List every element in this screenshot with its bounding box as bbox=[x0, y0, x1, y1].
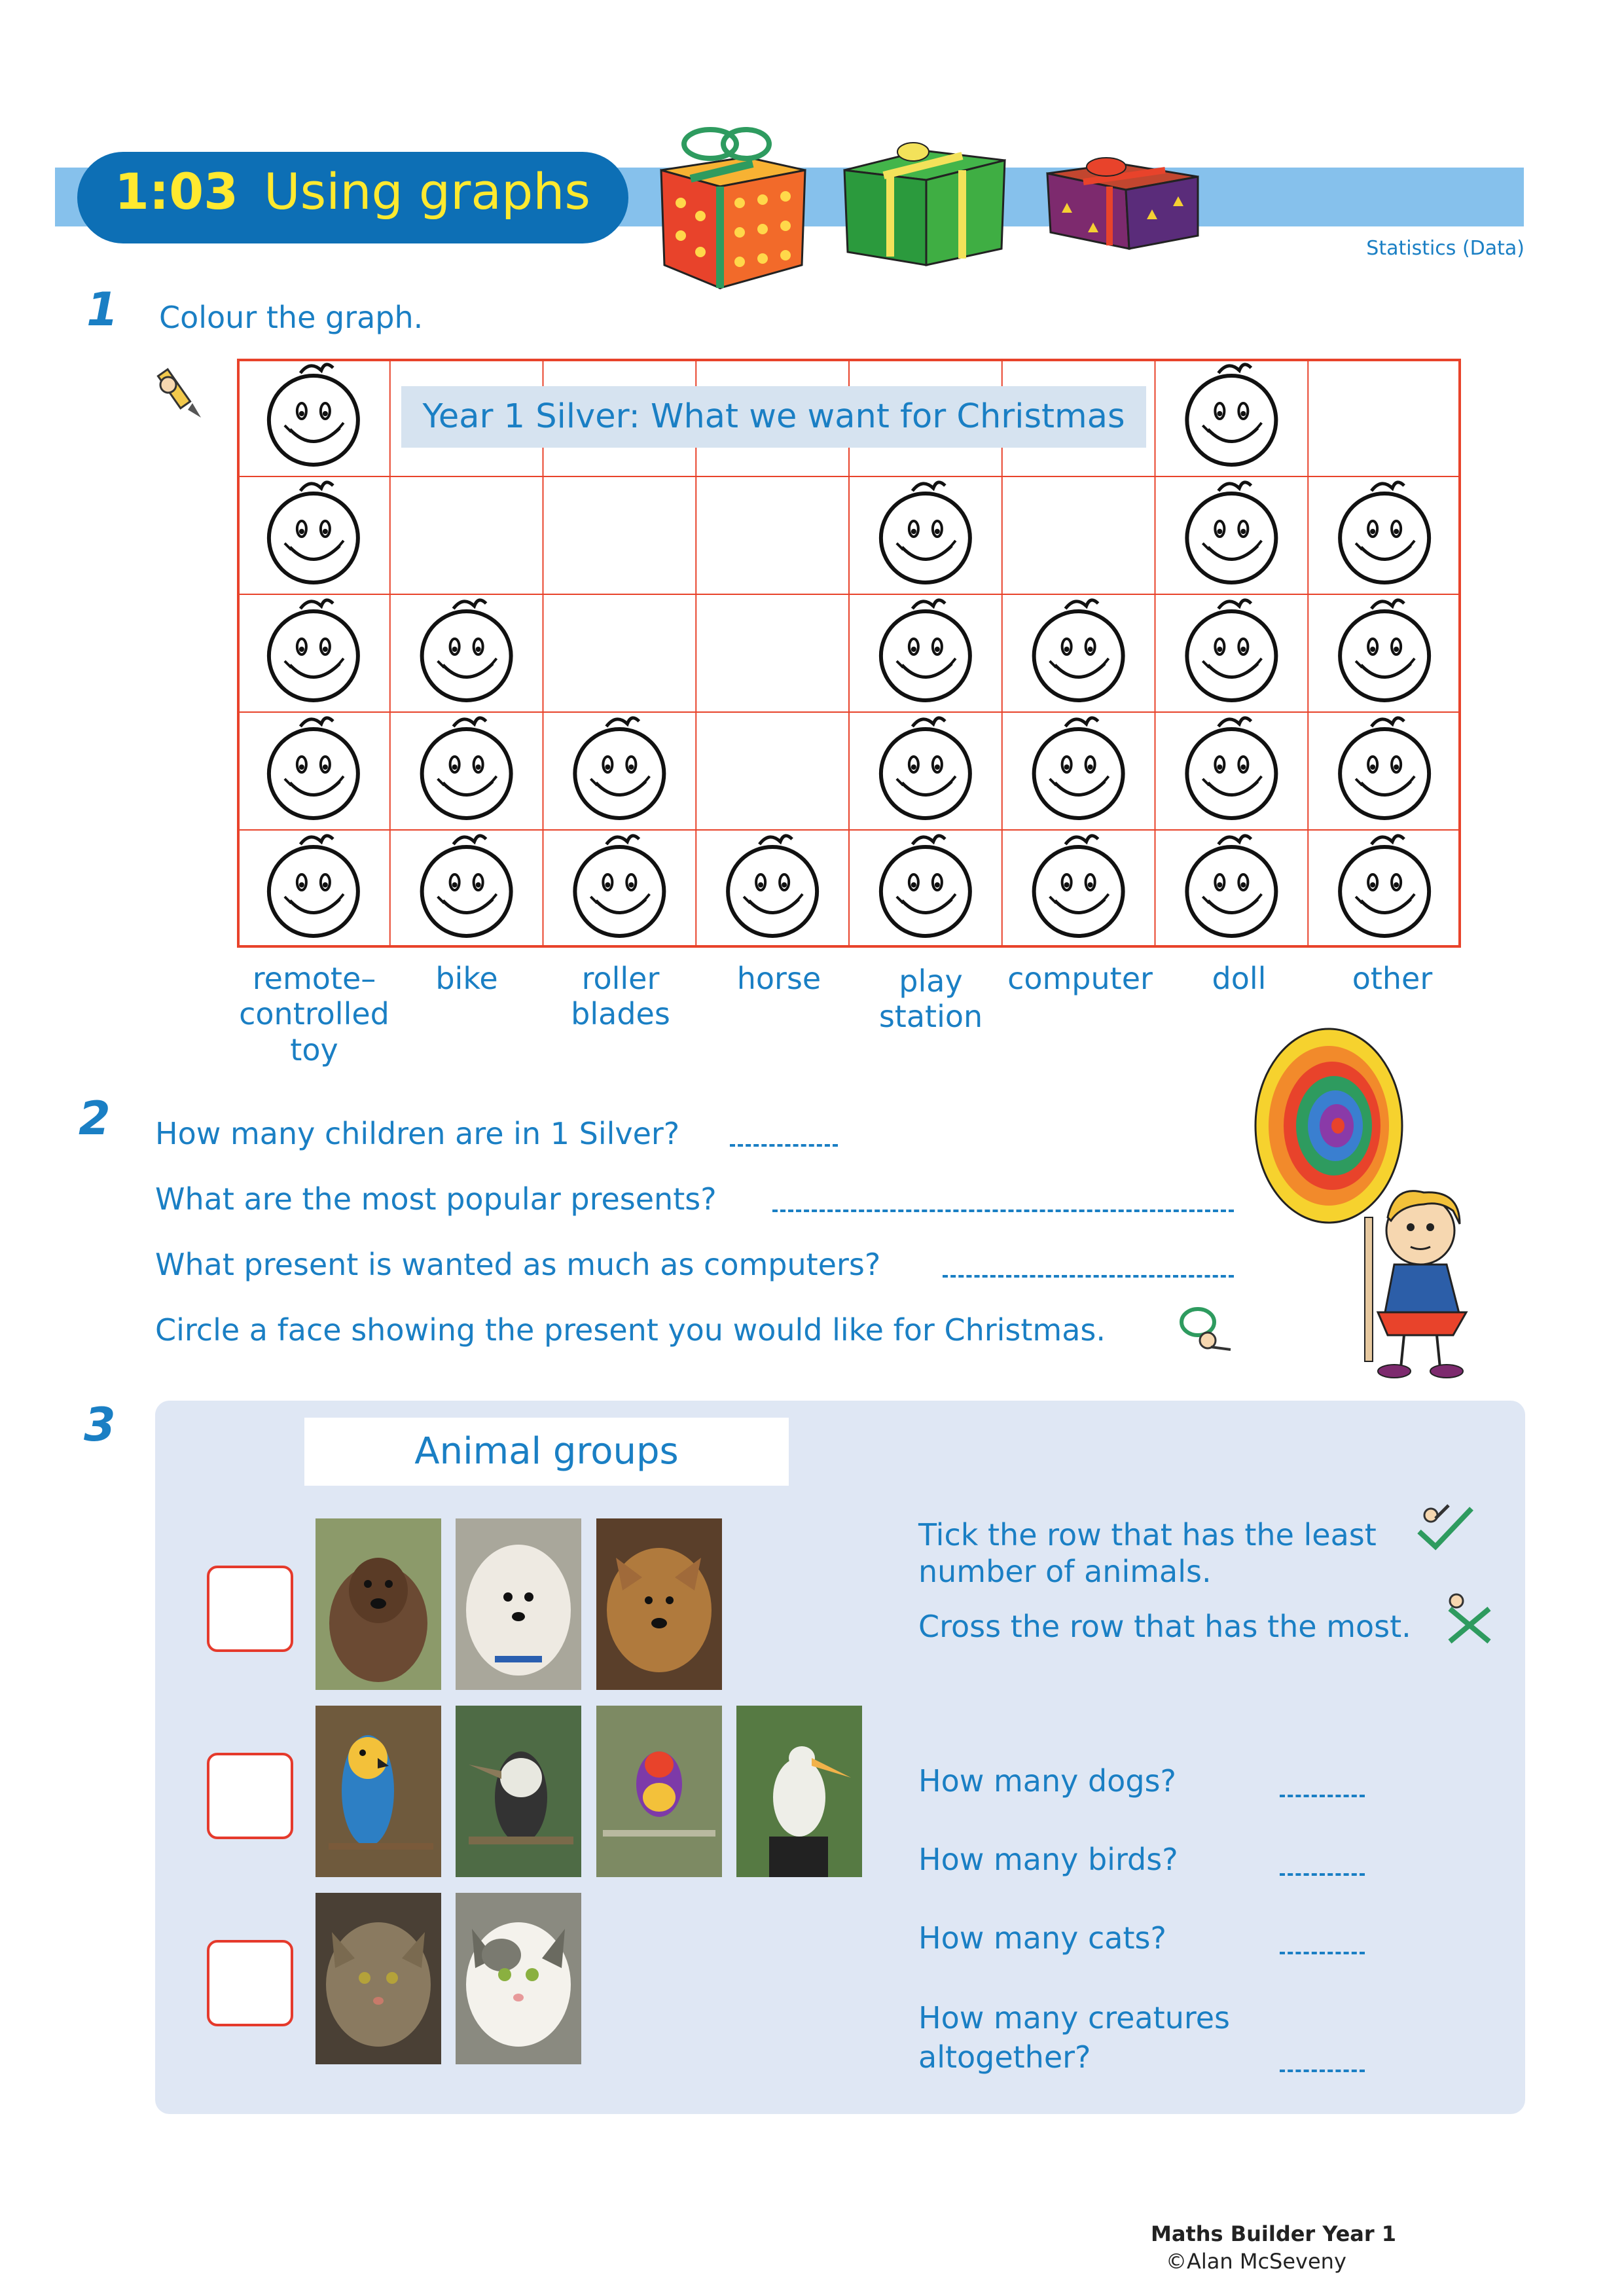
category-label-1 bbox=[236, 961, 393, 1067]
bird-photo-1 bbox=[316, 1706, 441, 1877]
tick-pencil-icon bbox=[1413, 1496, 1478, 1554]
smiley-face-remote-controlled-toy-3[interactable] bbox=[269, 600, 358, 700]
footer-copyright: ©Alan McSeveny bbox=[1166, 2249, 1346, 2274]
category-label-line: doll bbox=[1212, 961, 1267, 996]
lollipop-girl-illustration bbox=[1244, 1021, 1519, 1388]
smiley-face-other-4[interactable] bbox=[1340, 482, 1429, 583]
smiley-face-computer-2[interactable] bbox=[1034, 718, 1123, 818]
question-number-1: 1 bbox=[86, 283, 118, 336]
answer-line-dogs[interactable] bbox=[1280, 1795, 1365, 1797]
q3-total-question-line1: How many creatures bbox=[918, 2000, 1231, 2036]
circle-pencil-icon bbox=[1175, 1302, 1240, 1355]
category-label-line: blades bbox=[571, 996, 670, 1032]
animal-groups-title: Animal groups bbox=[414, 1430, 679, 1473]
smiley-face-doll-4[interactable] bbox=[1187, 482, 1276, 583]
category-label-line: remote– bbox=[252, 961, 376, 996]
smiley-face-roller-blades-2[interactable] bbox=[575, 718, 664, 818]
answer-line-computers[interactable] bbox=[943, 1275, 1234, 1278]
subject-tag: Statistics (Data) bbox=[1366, 237, 1525, 260]
bird-photo-3 bbox=[596, 1706, 722, 1877]
bird-photo-4 bbox=[736, 1706, 862, 1877]
smiley-face-doll-5[interactable] bbox=[1187, 365, 1276, 465]
row-checkbox-cats[interactable] bbox=[207, 1940, 293, 2026]
lesson-number: 1:03 bbox=[115, 162, 239, 221]
gift-red-icon bbox=[661, 130, 805, 288]
answer-line-popular[interactable] bbox=[772, 1210, 1234, 1212]
smiley-face-computer-1[interactable] bbox=[1034, 836, 1123, 936]
pencil-icon bbox=[152, 364, 211, 423]
answer-line-birds[interactable] bbox=[1280, 1873, 1365, 1876]
question-number-2: 2 bbox=[79, 1092, 111, 1145]
q3-cats-question: How many cats? bbox=[918, 1920, 1166, 1956]
category-label-8 bbox=[1314, 961, 1471, 996]
answer-line-total[interactable] bbox=[1280, 2070, 1365, 2072]
q2-popular-question: What are the most popular presents? bbox=[155, 1181, 717, 1217]
smiley-face-computer-3[interactable] bbox=[1034, 600, 1123, 700]
smiley-face-play-station-1[interactable] bbox=[881, 836, 970, 936]
cross-pencil-icon bbox=[1440, 1589, 1499, 1648]
q2-children-question: How many children are in 1 Silver? bbox=[155, 1116, 680, 1151]
dog-photo-2 bbox=[456, 1518, 581, 1690]
q3-dogs-question: How many dogs? bbox=[918, 1763, 1176, 1799]
category-label-2 bbox=[388, 961, 545, 996]
smiley-face-doll-3[interactable] bbox=[1187, 600, 1276, 700]
bird-photo-2 bbox=[456, 1706, 581, 1877]
cat-photo-2 bbox=[456, 1893, 581, 2064]
graph-title: Year 1 Silver: What we want for Christmas bbox=[401, 386, 1146, 448]
category-label-line: computer bbox=[1007, 961, 1153, 996]
cat-photo-1 bbox=[316, 1893, 441, 2064]
q2-circle-instruction: Circle a face showing the present you would like for Christmas. bbox=[155, 1312, 1106, 1348]
q3-total-question-line2: altogether? bbox=[918, 2039, 1091, 2075]
category-label-5 bbox=[852, 963, 1009, 1035]
smiley-face-bike-1[interactable] bbox=[422, 836, 511, 936]
question-number-3: 3 bbox=[84, 1398, 116, 1452]
q1-instruction: Colour the graph. bbox=[159, 300, 424, 335]
category-label-line: toy bbox=[290, 1031, 338, 1067]
row-checkbox-birds[interactable] bbox=[207, 1753, 293, 1839]
category-label-line: roller bbox=[581, 961, 660, 996]
smiley-face-play-station-2[interactable] bbox=[881, 718, 970, 818]
category-label-7 bbox=[1161, 961, 1318, 996]
smiley-face-remote-controlled-toy-5[interactable] bbox=[269, 365, 358, 465]
category-label-line: bike bbox=[435, 961, 498, 996]
dog-photo-3 bbox=[596, 1518, 722, 1690]
smiley-face-play-station-3[interactable] bbox=[881, 600, 970, 700]
smiley-face-roller-blades-1[interactable] bbox=[575, 836, 664, 936]
smiley-face-remote-controlled-toy-2[interactable] bbox=[269, 718, 358, 818]
q3-birds-question: How many birds? bbox=[918, 1842, 1178, 1877]
girl-icon bbox=[1378, 1191, 1466, 1378]
smiley-face-bike-2[interactable] bbox=[422, 718, 511, 818]
smiley-face-doll-2[interactable] bbox=[1187, 718, 1276, 818]
page-title: Using graphs bbox=[264, 162, 590, 221]
q2-computers-question: What present is wanted as much as computers? bbox=[155, 1247, 881, 1282]
smiley-face-other-1[interactable] bbox=[1340, 836, 1429, 936]
smiley-face-play-station-4[interactable] bbox=[881, 482, 970, 583]
answer-line-children[interactable] bbox=[730, 1144, 838, 1147]
smiley-face-other-3[interactable] bbox=[1340, 600, 1429, 700]
category-label-line: station bbox=[878, 999, 983, 1035]
smiley-face-remote-controlled-toy-1[interactable] bbox=[269, 836, 358, 936]
smiley-face-remote-controlled-toy-4[interactable] bbox=[269, 482, 358, 583]
footer-book-title: Maths Builder Year 1 bbox=[1151, 2221, 1397, 2246]
gift-purple-icon bbox=[1047, 158, 1198, 249]
category-label-4 bbox=[700, 961, 857, 996]
smiley-face-horse-1[interactable] bbox=[728, 836, 817, 936]
category-label-6 bbox=[1001, 961, 1159, 996]
category-label-3 bbox=[542, 961, 699, 1032]
smiley-face-doll-1[interactable] bbox=[1187, 836, 1276, 936]
category-label-line: controlled bbox=[239, 996, 389, 1032]
category-label-line: horse bbox=[736, 961, 821, 996]
answer-line-cats[interactable] bbox=[1280, 1952, 1365, 1954]
gift-green-icon bbox=[844, 143, 1005, 265]
tick-instruction-line2: number of animals. bbox=[918, 1554, 1212, 1589]
category-label-line: play bbox=[899, 963, 963, 999]
row-checkbox-dogs[interactable] bbox=[207, 1566, 293, 1652]
smiley-face-other-2[interactable] bbox=[1340, 718, 1429, 818]
tick-instruction-line1: Tick the row that has the least bbox=[918, 1517, 1377, 1552]
smiley-face-bike-3[interactable] bbox=[422, 600, 511, 700]
category-label-line: other bbox=[1352, 961, 1433, 996]
cross-instruction: Cross the row that has the most. bbox=[918, 1609, 1411, 1644]
dog-photo-1 bbox=[316, 1518, 441, 1690]
gift-boxes-illustration bbox=[648, 118, 1237, 295]
